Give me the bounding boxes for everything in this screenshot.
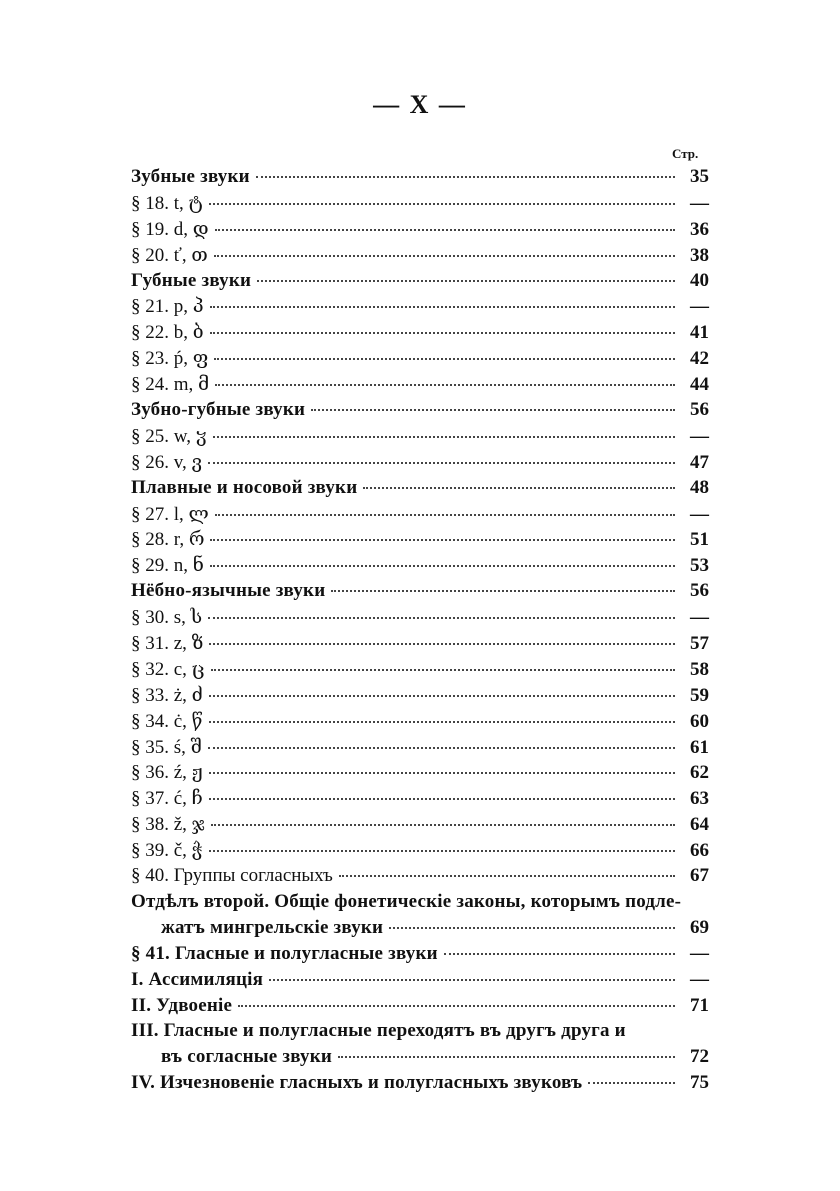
dot-leader xyxy=(339,875,675,877)
toc-page-number: 40 xyxy=(690,269,709,291)
page-column-label: Стр. xyxy=(672,146,699,161)
toc-entry-label: Зубно-губные звуки xyxy=(131,399,306,421)
dot-leader xyxy=(269,979,675,981)
toc-entry xyxy=(131,787,709,813)
toc-section-heading xyxy=(131,477,709,503)
toc-entry-label: Нёбно-язычные звуки xyxy=(131,580,326,602)
dot-leader xyxy=(363,487,675,489)
dot-leader xyxy=(209,695,675,697)
toc-entry-label: § 23. ṕ, ფ xyxy=(131,348,209,370)
toc-section-heading xyxy=(131,399,709,425)
toc-entry-label: § 20. ť, თ xyxy=(131,244,208,266)
toc-section-heading xyxy=(131,270,709,296)
toc-page-number: — xyxy=(690,296,709,318)
toc-entry-label: III. Гласные и полугласные переходятъ въ другъ друга и xyxy=(131,1020,626,1042)
toc-entry-label: § 41. Гласные и полугласные звуки xyxy=(131,942,438,964)
toc-entry xyxy=(131,503,709,529)
dot-leader xyxy=(210,565,675,567)
dot-leader xyxy=(211,824,675,826)
toc-page-number: 53 xyxy=(690,555,709,577)
toc-entry-label: Зубные звуки xyxy=(131,166,250,187)
toc-entry-label: § 35. ś, შ xyxy=(131,736,202,758)
dot-leader xyxy=(256,176,675,178)
table-of-contents xyxy=(131,166,709,1098)
toc-entry-label: § 30. s, ს xyxy=(131,607,203,629)
toc-entry xyxy=(131,295,709,321)
toc-entry xyxy=(131,451,709,477)
toc-part-heading xyxy=(131,891,709,917)
toc-page-number: — xyxy=(690,942,709,964)
toc-page-number: — xyxy=(690,192,709,214)
toc-entry xyxy=(131,658,709,684)
toc-page-number: 48 xyxy=(690,476,709,498)
toc-entry-label: § 33. ż, ძ xyxy=(131,684,203,706)
toc-entry-label: I. Ассимиляція xyxy=(131,968,264,990)
toc-entry xyxy=(131,1072,709,1098)
dot-leader xyxy=(209,850,675,852)
toc-page-number: 58 xyxy=(690,658,709,680)
toc-page-number: 61 xyxy=(690,736,709,758)
toc-entry-label: Отдѣлъ второй. Общіе фонетическіе законы, которымъ подле- xyxy=(131,890,682,912)
dot-leader xyxy=(209,721,675,723)
toc-page-number: 66 xyxy=(690,840,709,862)
toc-entry-label: § 18. t, ტ xyxy=(131,192,203,214)
toc-entry-label: IV. Изчезновеніе гласныхъ и полугласныхъ звуковъ xyxy=(131,1072,583,1094)
toc-entry-label: жатъ мингрельскіе звуки xyxy=(161,916,384,938)
dot-leader xyxy=(210,306,675,308)
toc-page-number: 41 xyxy=(690,322,709,344)
toc-page-number: 51 xyxy=(690,529,709,551)
toc-page-number: 64 xyxy=(690,814,709,836)
dot-leader xyxy=(214,358,675,360)
toc-entry xyxy=(131,244,709,270)
toc-page-number: 35 xyxy=(690,166,709,187)
toc-entry xyxy=(131,373,709,399)
toc-entry xyxy=(131,969,709,995)
toc-entry-label: § 36. ź, ჟ xyxy=(131,762,203,784)
toc-page-number: 67 xyxy=(690,865,709,887)
toc-entry-label: § 19. d, დ xyxy=(131,218,209,240)
toc-page-number: 69 xyxy=(690,916,709,938)
toc-section-heading xyxy=(131,580,709,606)
toc-page-number: 47 xyxy=(690,451,709,473)
toc-page-number: 57 xyxy=(690,633,709,655)
toc-entry-label: § 28. r, რ xyxy=(131,529,205,551)
dot-leader xyxy=(238,1005,675,1007)
toc-entry-label: Губные звуки xyxy=(131,269,252,291)
dot-leader xyxy=(214,255,675,257)
toc-entry xyxy=(131,710,709,736)
toc-entry-label: § 25. w, ჳ xyxy=(131,425,207,447)
toc-entry xyxy=(131,554,709,580)
toc-entry xyxy=(131,347,709,373)
dot-leader xyxy=(389,927,675,929)
dot-leader xyxy=(208,617,675,619)
toc-page-number: 56 xyxy=(690,580,709,602)
toc-entry xyxy=(131,839,709,865)
toc-entry xyxy=(131,606,709,632)
toc-page-number: 44 xyxy=(690,374,709,396)
toc-entry-label: § 32. c, ც xyxy=(131,658,205,680)
toc-entry xyxy=(131,192,709,218)
dot-leader xyxy=(208,462,675,464)
dot-leader xyxy=(209,798,675,800)
toc-section-heading xyxy=(131,166,709,192)
toc-entry xyxy=(131,943,709,969)
toc-entry-label: § 21. p, პ xyxy=(131,296,204,318)
toc-entry xyxy=(131,218,709,244)
dot-leader xyxy=(588,1082,675,1084)
toc-entry xyxy=(131,1020,709,1046)
toc-entry-label: II. Удвоеніе xyxy=(131,994,233,1016)
dot-leader xyxy=(208,747,675,749)
dot-leader xyxy=(444,953,675,955)
toc-entry-label: Плавные и носовой звуки xyxy=(131,476,358,498)
dot-leader xyxy=(311,409,675,411)
toc-page-number: 42 xyxy=(690,348,709,370)
dot-leader xyxy=(215,384,675,386)
dot-leader xyxy=(215,229,675,231)
toc-entry xyxy=(131,761,709,787)
dot-leader xyxy=(209,772,675,774)
toc-entry-label: § 34. ċ, წ xyxy=(131,710,203,732)
dot-leader xyxy=(257,280,675,282)
toc-entry-label: § 31. z, ზ xyxy=(131,633,204,655)
toc-entry-label: въ согласные звуки xyxy=(161,1046,333,1068)
dot-leader xyxy=(209,203,675,205)
toc-entry xyxy=(131,995,709,1021)
toc-page-number: 62 xyxy=(690,762,709,784)
toc-entry-cont xyxy=(131,1046,709,1072)
dot-leader xyxy=(331,590,675,592)
toc-entry xyxy=(131,736,709,762)
toc-page-number: 36 xyxy=(690,218,709,240)
toc-page-number: 38 xyxy=(690,244,709,266)
dot-leader xyxy=(210,332,675,334)
toc-entry xyxy=(131,813,709,839)
toc-page-number: 59 xyxy=(690,684,709,706)
toc-page-number: 71 xyxy=(690,994,709,1016)
toc-entry-label: § 40. Группы согласныхъ xyxy=(131,865,333,887)
toc-entry-label: § 37. ć, ჩ xyxy=(131,788,203,810)
toc-entry xyxy=(131,425,709,451)
page-header: — X — xyxy=(373,90,467,119)
dot-leader xyxy=(210,539,675,541)
dot-leader xyxy=(211,669,675,671)
dot-leader xyxy=(215,514,675,516)
toc-entry-label: § 39. č, ჭ xyxy=(131,840,203,862)
toc-page-number: 75 xyxy=(690,1072,709,1094)
toc-entry xyxy=(131,321,709,347)
toc-entry-label: § 27. l, ლ xyxy=(131,503,209,525)
toc-page-number: 60 xyxy=(690,710,709,732)
toc-entry xyxy=(131,684,709,710)
dot-leader xyxy=(209,643,675,645)
toc-entry-label: § 29. n, ნ xyxy=(131,555,204,577)
toc-page-number: — xyxy=(690,968,709,990)
toc-entry-label: § 24. m, მ xyxy=(131,374,210,396)
toc-page-number: 72 xyxy=(690,1046,709,1068)
toc-entry-label: § 22. b, ბ xyxy=(131,322,204,344)
toc-part-heading-cont xyxy=(131,917,709,943)
toc-page-number: 56 xyxy=(690,399,709,421)
toc-entry xyxy=(131,632,709,658)
toc-entry xyxy=(131,528,709,554)
toc-entry-label: § 38. ž, ჯ xyxy=(131,814,205,836)
toc-page-number: — xyxy=(690,503,709,525)
toc-entry-label: § 26. v, ვ xyxy=(131,451,203,473)
dot-leader xyxy=(338,1056,675,1058)
toc-page-number: 63 xyxy=(690,788,709,810)
toc-page-number: — xyxy=(690,607,709,629)
dot-leader xyxy=(213,436,675,438)
toc-entry xyxy=(131,865,709,891)
toc-page-number: — xyxy=(690,425,709,447)
